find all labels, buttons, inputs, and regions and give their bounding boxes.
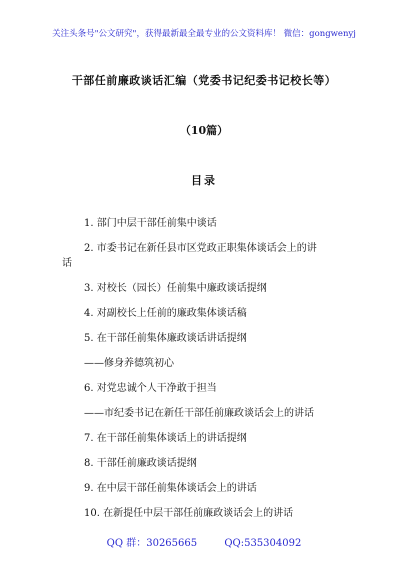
toc-item-text: 3. 对校长（园长）任前集中廉政谈话提纲 [84,283,267,294]
toc-item-text: 2. 市委书记在新任县市区党政正职集体谈话会上的讲 [84,243,317,254]
toc-item [62,381,362,396]
toc-item-text: 1. 部门中层干部任前集中谈话 [84,218,217,229]
toc-item-subtitle [62,406,362,421]
toc-item [62,506,362,521]
footer-qq: QQ:535304092 [224,538,302,549]
toc-item [62,281,362,296]
header-promo-note: 关注头条号"公文研究"，获得最新最全最专业的公文资料库！ 微信：gongwenyj [52,29,356,39]
toc-item-text: 10. 在新提任中层干部任前廉政谈话会上的讲话 [84,508,294,519]
toc-item [62,306,362,321]
toc-item [62,456,362,471]
toc-heading: 目录 [191,174,217,187]
toc-item-text: 4. 对副校长上任前的廉政集体谈话稿 [84,308,247,319]
toc-item-text: 6. 对党忠诚个人干净敢于担当 [84,383,217,394]
toc-item [62,331,362,346]
table-of-contents [62,216,362,531]
toc-item-subtitle [62,356,362,371]
footer-qq-group: QQ 群：30265665 [106,538,198,549]
toc-item [62,241,362,271]
toc-item-text: 8. 干部任前廉政谈话提纲 [84,458,197,469]
document-title: 干部任前廉政谈话汇编（党委书记纪委书记校长等） [71,74,337,87]
toc-item-text: ——修身养德筑初心 [84,358,174,369]
document-count: （10篇） [179,124,229,137]
footer-contact [0,534,408,549]
toc-item-continuation: 话 [62,258,72,269]
toc-item [62,431,362,446]
toc-item-text: 5. 在干部任前集体廉政谈话讲话提纲 [84,333,247,344]
toc-item-text: 7. 在干部任前集体谈话上的讲话提纲 [84,433,247,444]
toc-item-text: 9. 在中层干部任前集体谈话会上的讲话 [84,483,257,494]
toc-item [62,216,362,231]
toc-item-text: ——市纪委书记在新任干部任前廉政谈话会上的讲话 [84,408,314,419]
toc-item [62,481,362,496]
